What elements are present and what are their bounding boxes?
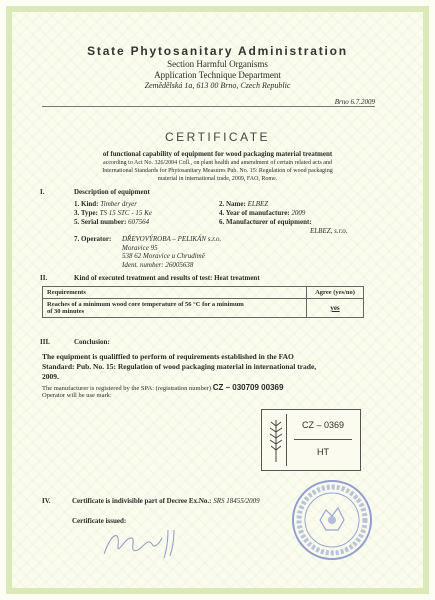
field-year <box>219 209 305 217</box>
conclusion-text <box>42 352 395 382</box>
section-name: Section Harmful Organisms <box>167 59 268 69</box>
authority-title: State Phytosanitary Administration <box>87 44 348 58</box>
signature <box>98 524 188 564</box>
section-number: III. <box>40 338 50 346</box>
mark-country-code: CZ – 0369 <box>301 420 345 430</box>
table-header-row <box>43 287 364 299</box>
operator-mark-label: Operator will be use mark: <box>42 392 112 399</box>
issue-date: Brno 6.7.2009 <box>334 98 375 106</box>
field-value: 2009 <box>291 209 306 217</box>
field-serial <box>74 218 149 226</box>
requirement-text: Reaches of a minimum wood core temperature of 56 °C for a minimum <box>47 301 244 308</box>
operator-address: Moravice 95 <box>122 243 158 252</box>
field-label: 6. Manufacturer of equipment: <box>219 218 312 226</box>
section-title: Kind of executed treatment and results of test: Heat treatment <box>74 274 260 282</box>
field-value: 607564 <box>128 218 150 226</box>
field-value: Timber dryer <box>100 200 138 208</box>
section-title: Description of equipment <box>74 188 150 196</box>
table-row <box>43 299 364 318</box>
legal-basis-line: International Standards for Phytosanitary Measures Pub. No. 15: Regulation of wood packaging <box>102 168 333 174</box>
registration-code: CZ – 030709 00369 <box>212 383 284 392</box>
manufacturer-value <box>310 227 348 235</box>
field-label: 3. Type: <box>74 209 98 217</box>
section-4 <box>42 497 260 505</box>
mark-divider <box>294 439 352 440</box>
section-number: I. <box>40 188 45 196</box>
agree-cell: yes <box>307 299 364 318</box>
field-value: ELBEZ <box>247 200 269 208</box>
conclusion-line: Standard: Pub. No. 15: Regulation of wood packaging material in international trade, <box>42 362 317 371</box>
requirement-cell <box>43 299 307 318</box>
field-label: 1. Kind: <box>74 200 99 208</box>
issued-label: Certificate issued: <box>72 517 127 525</box>
department-name: Application Technique Department <box>154 70 281 80</box>
table-header-agree: Agree (yes/no) <box>307 287 364 299</box>
field-value: TS 15 STC - 15 Ke <box>99 209 152 217</box>
legal-basis <box>40 159 395 183</box>
field-label: 7. Operator: <box>74 235 112 243</box>
field-name <box>219 200 268 208</box>
section-2-heading <box>40 274 260 282</box>
table-header-requirements: Requirements <box>43 287 307 299</box>
header-divider <box>42 106 375 107</box>
certificate-subtitle: of functional capability of equipment for wood packaging material treatment <box>102 150 333 158</box>
section-number: II. <box>40 274 48 282</box>
legal-basis-line: according to Act No. 326/2004 Coll., on plant health and amendment of certain related acts and <box>103 160 332 166</box>
field-operator <box>74 235 111 243</box>
address: Zemědělská 1a, 613 00 Brno, Czech Republic <box>144 81 291 90</box>
conclusion-line: The equipment is qualiffied to perform of requirements established in the FAO <box>42 352 294 361</box>
section-title: Conclusion: <box>74 338 110 346</box>
conclusion-line: 2009. <box>42 372 59 381</box>
section-1-heading <box>40 188 150 196</box>
section-number: IV. <box>42 497 51 505</box>
wheat-ear-icon <box>266 414 287 466</box>
ispm-mark <box>261 409 361 471</box>
registration-text: The manufacturer is registered by the SPA: (registration number) <box>42 385 212 392</box>
section-4-text: Certificate is indivisible part of Decree Ex.No.: <box>72 497 212 505</box>
official-stamp <box>290 478 374 562</box>
field-label: 4. Year of manufacture: <box>219 209 290 217</box>
legal-basis-line: material in international trade, 2009, FAO, Rome. <box>157 176 278 182</box>
decree-number: SRS 18455/2009 <box>213 497 260 505</box>
requirements-table <box>42 286 364 318</box>
field-type <box>74 209 152 217</box>
operator-details <box>122 235 221 269</box>
field-kind <box>74 200 137 208</box>
operator-address: 538 62 Moravice u Chrudimě <box>122 252 205 260</box>
mark-treatment-code: HT <box>317 447 329 457</box>
registration-line <box>42 383 283 392</box>
section-3-heading <box>40 338 110 346</box>
field-value: ELBEZ, s.r.o. <box>310 227 348 235</box>
field-label: 5. Serial number: <box>74 218 127 226</box>
requirement-text: of 30 minutes <box>47 308 85 315</box>
field-manufacturer <box>219 218 312 226</box>
certificate-title: CERTIFICATE <box>164 130 271 144</box>
operator-name: DŘEVOVÝROBA – PELIKÁN s.r.o. <box>122 235 222 243</box>
field-label: 2. Name: <box>219 200 246 208</box>
operator-id: Ident. number: 26005638 <box>122 260 194 269</box>
